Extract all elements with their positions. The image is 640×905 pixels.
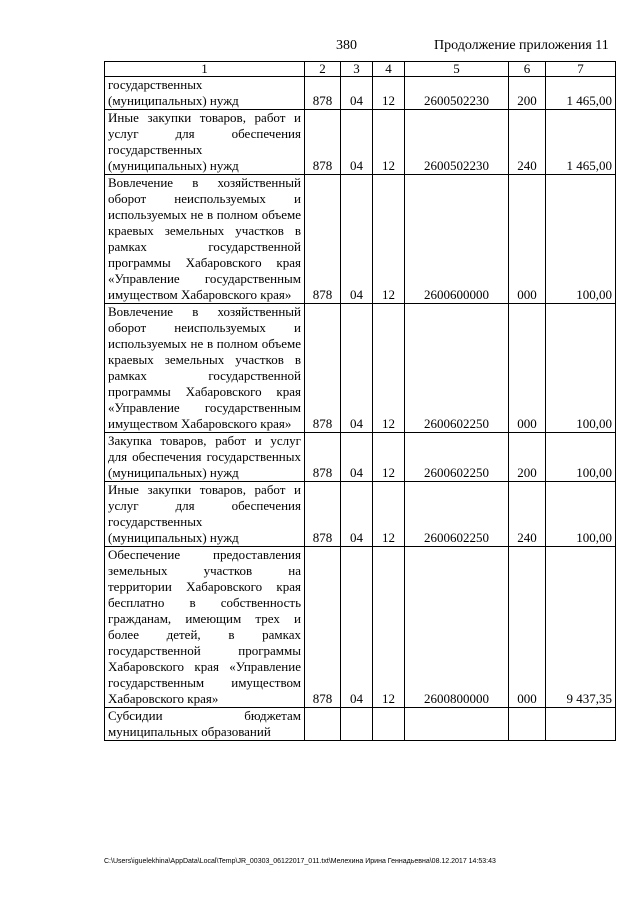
row-description: Иные закупки товаров, работ и услуг для обеспечения государственных (муниципальных) нужд	[105, 110, 305, 175]
ministry-code: 878	[305, 482, 341, 547]
ministry-code: 878	[305, 433, 341, 482]
ministry-code: 878	[305, 110, 341, 175]
column-header: 7	[546, 62, 616, 77]
expense-type-code	[509, 708, 546, 741]
target-article-code: 2600502230	[405, 110, 509, 175]
section-code	[341, 708, 373, 741]
target-article-code: 2600800000	[405, 547, 509, 708]
section-code: 04	[341, 482, 373, 547]
ministry-code: 878	[305, 77, 341, 110]
section-code: 04	[341, 547, 373, 708]
expense-type-code: 200	[509, 77, 546, 110]
table-row	[105, 175, 616, 304]
continuation-heading: Продолжение приложения 11	[434, 38, 609, 53]
row-description: Закупка товаров, работ и услуг для обеспечения государственных (муниципальных) нужд	[105, 433, 305, 482]
column-header: 3	[341, 62, 373, 77]
target-article-code: 2600502230	[405, 77, 509, 110]
table-row	[105, 110, 616, 175]
subsection-code: 12	[373, 175, 405, 304]
table-row	[105, 433, 616, 482]
amount	[546, 708, 616, 741]
section-code: 04	[341, 110, 373, 175]
column-header: 4	[373, 62, 405, 77]
ministry-code	[305, 708, 341, 741]
target-article-code: 2600602250	[405, 304, 509, 433]
expense-type-code: 000	[509, 304, 546, 433]
expense-type-code: 000	[509, 547, 546, 708]
target-article-code: 2600602250	[405, 433, 509, 482]
row-description: Субсидии бюджетам муниципальных образований	[105, 708, 305, 741]
ministry-code: 878	[305, 547, 341, 708]
amount: 100,00	[546, 482, 616, 547]
ministry-code: 878	[305, 175, 341, 304]
column-header: 2	[305, 62, 341, 77]
target-article-code: 2600602250	[405, 482, 509, 547]
subsection-code: 12	[373, 304, 405, 433]
section-code: 04	[341, 304, 373, 433]
budget-table	[104, 61, 616, 741]
column-header: 1	[105, 62, 305, 77]
amount: 1 465,00	[546, 110, 616, 175]
target-article-code	[405, 708, 509, 741]
amount: 100,00	[546, 304, 616, 433]
table-row	[105, 304, 616, 433]
table-row	[105, 77, 616, 110]
row-description: Вовлечение в хозяйственный оборот неиспользуемых и используемых не в полном объеме краевых земельных участков в рамках государственной программы Хабаровского края «Управление государственным имуществом Хабаровского края»	[105, 175, 305, 304]
column-header: 5	[405, 62, 509, 77]
subsection-code: 12	[373, 77, 405, 110]
amount: 9 437,35	[546, 547, 616, 708]
subsection-code: 12	[373, 433, 405, 482]
document-footer-path: C:\Users\iguelekhina\AppData\Local\Temp\JR_00303_06122017_011.txt\Мелехина Ирина Геннадьевна\08.12.2017 14:53:43	[104, 858, 496, 865]
subsection-code: 12	[373, 110, 405, 175]
amount: 100,00	[546, 433, 616, 482]
section-code: 04	[341, 175, 373, 304]
table-row	[105, 708, 616, 741]
row-description: Обеспечение предоставления земельных участков на территории Хабаровского края бесплатно в собственность гражданам, имеющим трех и более детей, в рамках государственной программы Хабаровского края «Управление государственным имуществом Хабаровского края»	[105, 547, 305, 708]
expense-type-code: 240	[509, 110, 546, 175]
amount: 100,00	[546, 175, 616, 304]
table-row	[105, 547, 616, 708]
table-header-row	[105, 62, 616, 77]
expense-type-code: 000	[509, 175, 546, 304]
subsection-code: 12	[373, 547, 405, 708]
expense-type-code: 240	[509, 482, 546, 547]
subsection-code: 12	[373, 482, 405, 547]
section-code: 04	[341, 77, 373, 110]
target-article-code: 2600600000	[405, 175, 509, 304]
row-description: Иные закупки товаров, работ и услуг для обеспечения государственных (муниципальных) нужд	[105, 482, 305, 547]
expense-type-code: 200	[509, 433, 546, 482]
section-code: 04	[341, 433, 373, 482]
row-description: государственных (муниципальных) нужд	[105, 77, 305, 110]
subsection-code	[373, 708, 405, 741]
column-header: 6	[509, 62, 546, 77]
amount: 1 465,00	[546, 77, 616, 110]
ministry-code: 878	[305, 304, 341, 433]
page-number: 380	[336, 38, 357, 53]
row-description: Вовлечение в хозяйственный оборот неиспользуемых и используемых не в полном объеме краевых земельных участков в рамках государственной программы Хабаровского края «Управление государственным имуществом Хабаровского края»	[105, 304, 305, 433]
table-row	[105, 482, 616, 547]
